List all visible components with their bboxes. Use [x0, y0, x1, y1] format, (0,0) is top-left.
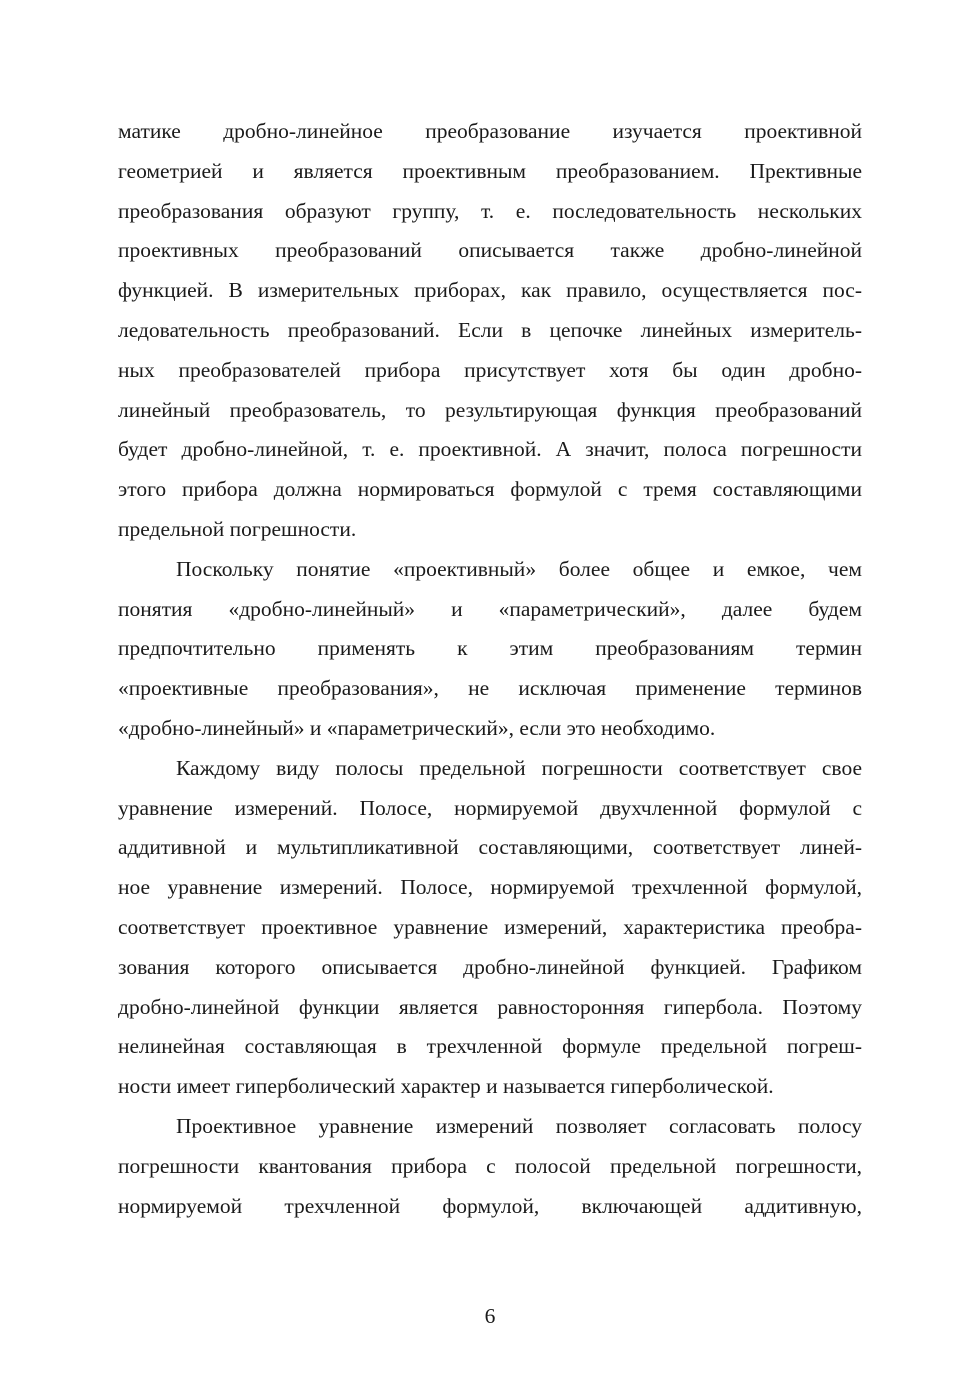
text-line: Каждому виду полосы предельной погрешности соответствует свое	[176, 755, 862, 780]
text-line: уравнение измерений. Полосе, нормируемой двухчленной формулой с	[118, 795, 862, 820]
text-line: «дробно-линейный» и «параметрический», если это необходимо.	[118, 715, 716, 740]
text-line: погрешности квантования прибора с полосой предельной погрешности,	[118, 1153, 862, 1178]
text-line: аддитивной и мультипликативной составляющими, соответствует линей-	[118, 835, 862, 860]
text-line: дробно-линейной функции является равносторонняя гипербола. Поэтому	[118, 994, 862, 1019]
text-line: преобразования образуют группу, т. е. последовательность нескольких	[118, 198, 862, 223]
text-line: этого прибора должна нормироваться формулой с тремя составляющими	[118, 477, 862, 502]
text-line: нелинейная составляющая в трехчленной формуле предельной погреш-	[118, 1034, 862, 1059]
text-line: будет дробно-линейной, т. е. проективной. А значит, полоса погрешности	[118, 437, 862, 462]
text-line: нормируемой трехчленной формулой, включающей аддитивную,	[118, 1193, 862, 1218]
text-line: ности имеет гиперболический характер и называется гиперболической.	[118, 1074, 774, 1099]
text-line: матике дробно-линейное преобразование изучается проективной	[118, 119, 862, 143]
text-line: предельной погрешности.	[118, 516, 357, 541]
text-line: Проективное уравнение измерений позволяет согласовать полосу	[176, 1113, 862, 1138]
text-line: ледовательность преобразований. Если в цепочке линейных измеритель-	[118, 317, 862, 342]
text-line: соответствует проективное уравнение измерений, характеристика преобра-	[118, 914, 862, 939]
text-line: линейный преобразователь, то результирующая функция преобразований	[118, 397, 862, 422]
text-line: ных преобразователей прибора присутствует хотя бы один дробно-	[118, 357, 862, 382]
text-line: «проективные преобразования», не исключая применение терминов	[118, 676, 862, 701]
text-line: предпочтительно применять к этим преобразованиям термин	[118, 636, 862, 661]
text-line: проективных преобразований описывается также дробно-линейной	[118, 238, 862, 263]
page-number: 6	[484, 1304, 496, 1328]
text-line: геометрией и является проективным преобразованием. Прективные	[118, 158, 862, 183]
text-line: ное уравнение измерений. Полосе, нормируемой трехчленной формулой,	[118, 875, 862, 900]
text-line: зования которого описывается дробно-линейной функцией. Графиком	[118, 954, 862, 979]
text-line: понятия «дробно-линейный» и «параметрический», далее будем	[118, 596, 862, 621]
body-text	[118, 112, 862, 1226]
text-line: Поскольку понятие «проективный» более общее и емкое, чем	[176, 556, 862, 581]
text-line: функцией. В измерительных приборах, как правило, осуществляется пос-	[118, 278, 862, 303]
